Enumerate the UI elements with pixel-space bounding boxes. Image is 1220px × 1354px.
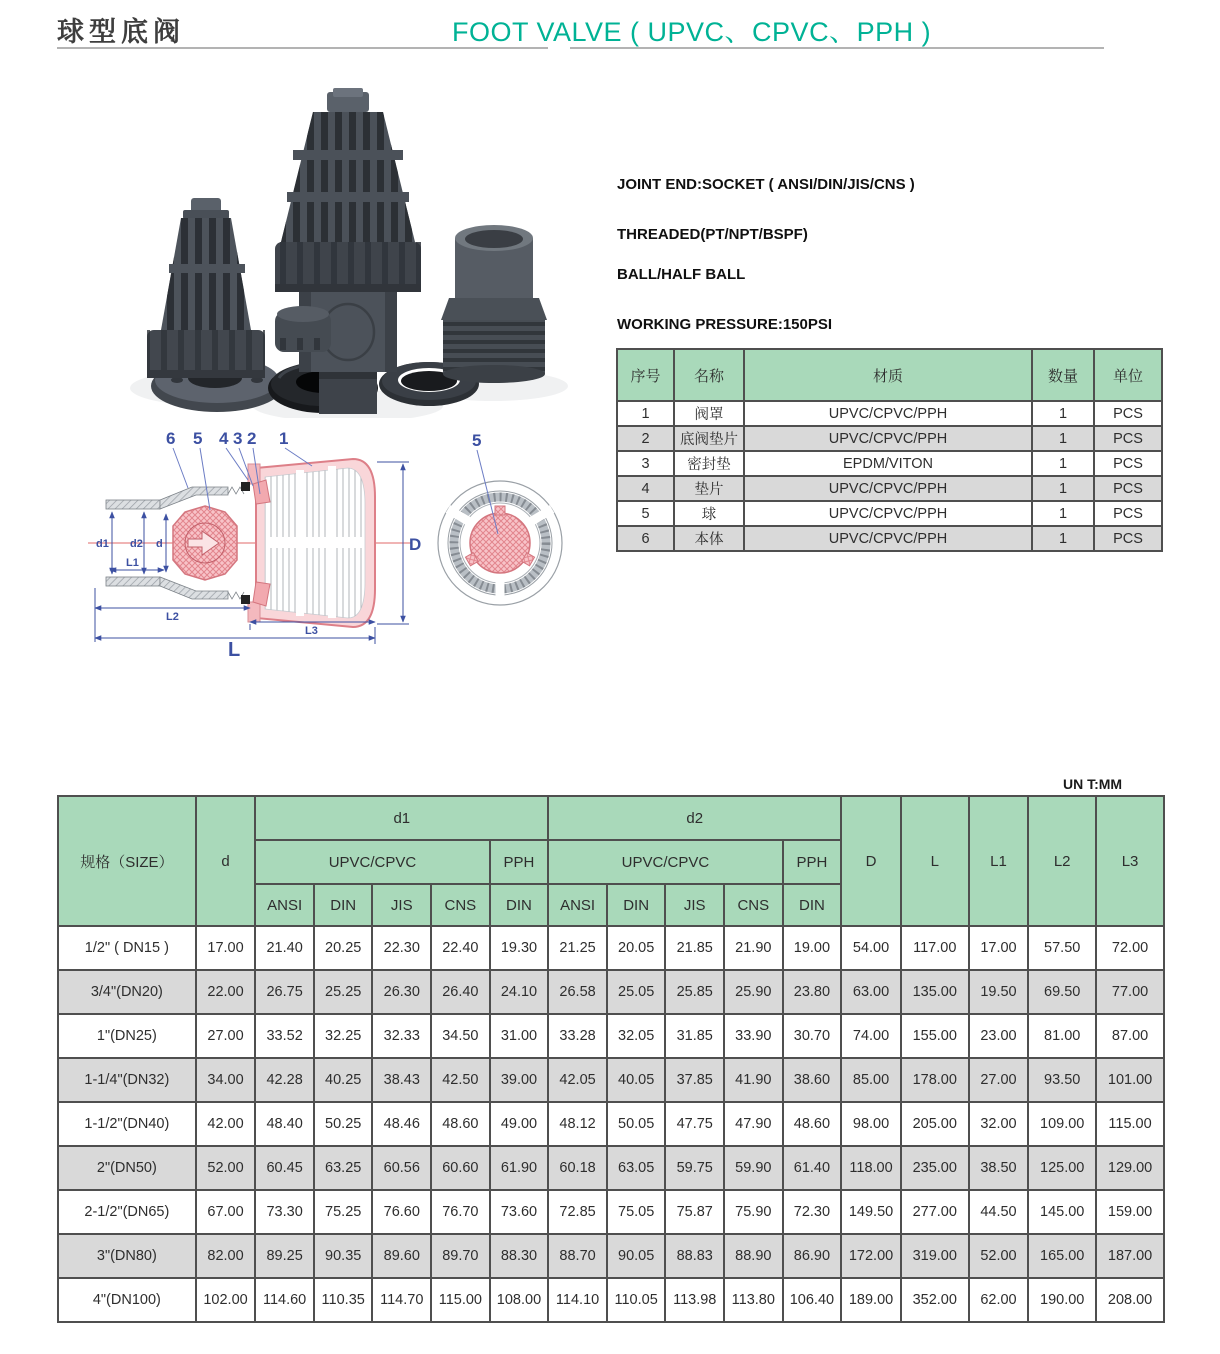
callout-2: 2 <box>247 429 257 448</box>
value-cell: 21.25 <box>548 926 607 970</box>
column-header: 数量 <box>1032 349 1094 401</box>
value-cell: 75.87 <box>665 1190 724 1234</box>
value-cell: 42.28 <box>255 1058 314 1102</box>
dim-d: d <box>156 538 163 550</box>
value-cell: 26.75 <box>255 970 314 1014</box>
value-cell: 22.40 <box>431 926 490 970</box>
table-row <box>58 970 1164 1014</box>
value-cell: 25.90 <box>724 970 783 1014</box>
table-row <box>617 501 1162 526</box>
value-cell: 32.33 <box>372 1014 431 1058</box>
value-cell: 本体 <box>674 526 744 551</box>
value-cell: 33.28 <box>548 1014 607 1058</box>
material-header-pph: PPH <box>490 840 549 884</box>
standard-header: ANSI <box>548 884 607 926</box>
dim-D: D <box>409 535 422 554</box>
value-cell: 48.40 <box>255 1102 314 1146</box>
spec-joint-end: JOINT END:SOCKET ( ANSI/DIN/JIS/CNS ) <box>617 176 915 193</box>
row-label-cell: 1"(DN25) <box>58 1014 196 1058</box>
row-label-cell: 3 <box>617 451 674 476</box>
value-cell: PCS <box>1094 426 1162 451</box>
value-cell: UPVC/CPVC/PPH <box>744 476 1032 501</box>
column-header: 名称 <box>674 349 744 401</box>
row-label-cell: 4"(DN100) <box>58 1278 196 1322</box>
value-cell: 42.00 <box>196 1102 256 1146</box>
value-cell: 149.50 <box>841 1190 901 1234</box>
value-cell: 89.70 <box>431 1234 490 1278</box>
value-cell: 118.00 <box>841 1146 901 1190</box>
value-cell: 67.00 <box>196 1190 256 1234</box>
standard-header: DIN <box>314 884 373 926</box>
value-cell: 75.25 <box>314 1190 373 1234</box>
value-cell: 59.90 <box>724 1146 783 1190</box>
value-cell: 63.25 <box>314 1146 373 1190</box>
dim-L1: L1 <box>126 557 139 569</box>
standard-header: CNS <box>724 884 783 926</box>
value-cell: 101.00 <box>1096 1058 1164 1102</box>
value-cell: EPDM/VITON <box>744 451 1032 476</box>
value-cell: 26.40 <box>431 970 490 1014</box>
value-cell: 1 <box>1032 401 1094 426</box>
value-cell: 208.00 <box>1096 1278 1164 1322</box>
callout-1: 1 <box>279 429 289 448</box>
small-strainer-cap <box>147 198 265 378</box>
value-cell: 42.50 <box>431 1058 490 1102</box>
material-header-pph: PPH <box>783 840 842 884</box>
row-label-cell: 1/2" ( DN15 ) <box>58 926 196 970</box>
ball-section <box>173 506 237 580</box>
value-cell: 85.00 <box>841 1058 901 1102</box>
value-cell: 52.00 <box>196 1146 256 1190</box>
value-cell: 145.00 <box>1028 1190 1096 1234</box>
standard-header: CNS <box>431 884 490 926</box>
value-cell: 88.90 <box>724 1234 783 1278</box>
value-cell: 39.00 <box>490 1058 549 1102</box>
value-cell: 32.00 <box>969 1102 1029 1146</box>
column-header: 材质 <box>744 349 1032 401</box>
strainer-housing-section <box>241 459 375 627</box>
standard-header: JIS <box>665 884 724 926</box>
group-header-d2: d2 <box>548 796 841 840</box>
value-cell: 159.00 <box>1096 1190 1164 1234</box>
value-cell: 113.98 <box>665 1278 724 1322</box>
dim-L3: L3 <box>305 625 318 637</box>
value-cell: 底阀垫片 <box>674 426 744 451</box>
dim-L2: L2 <box>166 611 179 623</box>
value-cell: 352.00 <box>901 1278 969 1322</box>
table-row <box>617 426 1162 451</box>
standard-header: DIN <box>490 884 549 926</box>
dim-d2: d2 <box>130 538 143 550</box>
value-cell: 115.00 <box>431 1278 490 1322</box>
value-cell: UPVC/CPVC/PPH <box>744 526 1032 551</box>
column-header-L2: L2 <box>1028 796 1096 926</box>
value-cell: 34.50 <box>431 1014 490 1058</box>
value-cell: 63.05 <box>607 1146 666 1190</box>
value-cell: 阀罩 <box>674 401 744 426</box>
parts-table-header-row <box>617 349 1162 401</box>
page-title-chinese: 球型底阀 <box>57 17 185 47</box>
value-cell: 48.60 <box>783 1102 842 1146</box>
column-header: 序号 <box>617 349 674 401</box>
value-cell: 22.00 <box>196 970 256 1014</box>
value-cell: PCS <box>1094 501 1162 526</box>
value-cell: 60.45 <box>255 1146 314 1190</box>
table-row <box>58 926 1164 970</box>
value-cell: UPVC/CPVC/PPH <box>744 501 1032 526</box>
value-cell: 26.30 <box>372 970 431 1014</box>
value-cell: 59.75 <box>665 1146 724 1190</box>
row-label-cell: 5 <box>617 501 674 526</box>
value-cell: 50.05 <box>607 1102 666 1146</box>
value-cell: 50.25 <box>314 1102 373 1146</box>
value-cell: 24.10 <box>490 970 549 1014</box>
value-cell: 74.00 <box>841 1014 901 1058</box>
table-row <box>58 1014 1164 1058</box>
row-label-cell: 3"(DN80) <box>58 1234 196 1278</box>
value-cell: 88.30 <box>490 1234 549 1278</box>
column-header-d: d <box>196 796 256 926</box>
value-cell: 1 <box>1032 426 1094 451</box>
value-cell: 25.25 <box>314 970 373 1014</box>
spec-working-pressure: WORKING PRESSURE:150PSI <box>617 316 833 333</box>
row-label-cell: 6 <box>617 526 674 551</box>
value-cell: 90.35 <box>314 1234 373 1278</box>
value-cell: 垫片 <box>674 476 744 501</box>
column-header-size: 规格（SIZE） <box>58 796 196 926</box>
value-cell: 1 <box>1032 501 1094 526</box>
value-cell: 77.00 <box>1096 970 1164 1014</box>
value-cell: 63.00 <box>841 970 901 1014</box>
table-row <box>617 451 1162 476</box>
value-cell: PCS <box>1094 476 1162 501</box>
table-row <box>58 1234 1164 1278</box>
header-divider-right <box>570 47 1104 49</box>
value-cell: 205.00 <box>901 1102 969 1146</box>
material-header-upvc-cpvc: UPVC/CPVC <box>255 840 489 884</box>
value-cell: 102.00 <box>196 1278 256 1322</box>
value-cell: 61.90 <box>490 1146 549 1190</box>
table-row <box>617 526 1162 551</box>
row-label-cell: 2-1/2"(DN65) <box>58 1190 196 1234</box>
value-cell: 75.05 <box>607 1190 666 1234</box>
value-cell: 98.00 <box>841 1102 901 1146</box>
value-cell: 41.90 <box>724 1058 783 1102</box>
product-photo <box>65 88 575 418</box>
technical-drawing <box>60 422 620 662</box>
value-cell: 172.00 <box>841 1234 901 1278</box>
row-label-cell: 4 <box>617 476 674 501</box>
value-cell: 189.00 <box>841 1278 901 1322</box>
standard-header: DIN <box>783 884 842 926</box>
value-cell: 19.50 <box>969 970 1029 1014</box>
row-label-cell: 2"(DN50) <box>58 1146 196 1190</box>
value-cell: 108.00 <box>490 1278 549 1322</box>
column-header-L3: L3 <box>1096 796 1164 926</box>
value-cell: 1 <box>1032 476 1094 501</box>
dim-header-row-1 <box>58 796 1164 840</box>
value-cell: 密封垫 <box>674 451 744 476</box>
end-view <box>438 431 562 605</box>
table-row <box>58 1058 1164 1102</box>
value-cell: 110.05 <box>607 1278 666 1322</box>
value-cell: 106.40 <box>783 1278 842 1322</box>
value-cell: 57.50 <box>1028 926 1096 970</box>
value-cell: 89.25 <box>255 1234 314 1278</box>
row-label-cell: 2 <box>617 426 674 451</box>
value-cell: 20.05 <box>607 926 666 970</box>
value-cell: 61.40 <box>783 1146 842 1190</box>
value-cell: PCS <box>1094 526 1162 551</box>
table-row <box>58 1146 1164 1190</box>
plug-cap <box>275 306 331 352</box>
value-cell: 38.43 <box>372 1058 431 1102</box>
value-cell: 52.00 <box>969 1234 1029 1278</box>
value-cell: 114.60 <box>255 1278 314 1322</box>
value-cell: 82.00 <box>196 1234 256 1278</box>
value-cell: 87.00 <box>1096 1014 1164 1058</box>
value-cell: UPVC/CPVC/PPH <box>744 426 1032 451</box>
value-cell: 73.30 <box>255 1190 314 1234</box>
page-title-english: FOOT VALVE ( UPVC、CPVC、PPH ) <box>452 17 932 47</box>
header-divider-left <box>57 47 548 49</box>
column-header: 单位 <box>1094 349 1162 401</box>
adapter-fitting <box>441 225 547 383</box>
value-cell: 27.00 <box>196 1014 256 1058</box>
value-cell: 90.05 <box>607 1234 666 1278</box>
value-cell: 40.05 <box>607 1058 666 1102</box>
value-cell: 72.30 <box>783 1190 842 1234</box>
value-cell: 33.90 <box>724 1014 783 1058</box>
parts-table <box>616 348 1163 552</box>
row-label-cell: 1 <box>617 401 674 426</box>
value-cell: 32.05 <box>607 1014 666 1058</box>
value-cell: 19.00 <box>783 926 842 970</box>
value-cell: 277.00 <box>901 1190 969 1234</box>
value-cell: 60.18 <box>548 1146 607 1190</box>
standard-header: JIS <box>372 884 431 926</box>
value-cell: 17.00 <box>969 926 1029 970</box>
value-cell: 48.60 <box>431 1102 490 1146</box>
value-cell: 115.00 <box>1096 1102 1164 1146</box>
value-cell: 165.00 <box>1028 1234 1096 1278</box>
row-label-cell: 1-1/2"(DN40) <box>58 1102 196 1146</box>
value-cell: 86.90 <box>783 1234 842 1278</box>
value-cell: 17.00 <box>196 926 256 970</box>
value-cell: 76.70 <box>431 1190 490 1234</box>
value-cell: 23.00 <box>969 1014 1029 1058</box>
value-cell: 235.00 <box>901 1146 969 1190</box>
callout-5: 5 <box>193 429 203 448</box>
value-cell: 42.05 <box>548 1058 607 1102</box>
column-header-L1: L1 <box>969 796 1029 926</box>
value-cell: 34.00 <box>196 1058 256 1102</box>
value-cell: 37.85 <box>665 1058 724 1102</box>
dim-d1: d1 <box>96 538 109 550</box>
value-cell: 44.50 <box>969 1190 1029 1234</box>
row-label-cell: 3/4"(DN20) <box>58 970 196 1014</box>
value-cell: 114.10 <box>548 1278 607 1322</box>
value-cell: 30.70 <box>783 1014 842 1058</box>
value-cell: 93.50 <box>1028 1058 1096 1102</box>
value-cell: 187.00 <box>1096 1234 1164 1278</box>
value-cell: 190.00 <box>1028 1278 1096 1322</box>
value-cell: 21.90 <box>724 926 783 970</box>
value-cell: 117.00 <box>901 926 969 970</box>
value-cell: 32.25 <box>314 1014 373 1058</box>
value-cell: 72.85 <box>548 1190 607 1234</box>
value-cell: 25.05 <box>607 970 666 1014</box>
value-cell: 178.00 <box>901 1058 969 1102</box>
value-cell: 75.90 <box>724 1190 783 1234</box>
value-cell: 81.00 <box>1028 1014 1096 1058</box>
value-cell: 88.83 <box>665 1234 724 1278</box>
value-cell: PCS <box>1094 451 1162 476</box>
value-cell: 54.00 <box>841 926 901 970</box>
unit-note: UN T:MM <box>1063 776 1123 792</box>
value-cell: 62.00 <box>969 1278 1029 1322</box>
value-cell: 1 <box>1032 526 1094 551</box>
value-cell: 31.85 <box>665 1014 724 1058</box>
value-cell: UPVC/CPVC/PPH <box>744 401 1032 426</box>
value-cell: 60.56 <box>372 1146 431 1190</box>
column-header-D: D <box>841 796 901 926</box>
value-cell: 319.00 <box>901 1234 969 1278</box>
column-header-L: L <box>901 796 969 926</box>
value-cell: 27.00 <box>969 1058 1029 1102</box>
value-cell: 38.60 <box>783 1058 842 1102</box>
value-cell: 48.12 <box>548 1102 607 1146</box>
value-cell: 40.25 <box>314 1058 373 1102</box>
value-cell: 114.70 <box>372 1278 431 1322</box>
value-cell: 69.50 <box>1028 970 1096 1014</box>
callout-3: 3 <box>233 429 243 448</box>
value-cell: 109.00 <box>1028 1102 1096 1146</box>
table-row <box>617 476 1162 501</box>
value-cell: 球 <box>674 501 744 526</box>
value-cell: 26.58 <box>548 970 607 1014</box>
value-cell: 89.60 <box>372 1234 431 1278</box>
value-cell: 23.80 <box>783 970 842 1014</box>
value-cell: 72.00 <box>1096 926 1164 970</box>
value-cell: PCS <box>1094 401 1162 426</box>
table-row <box>58 1102 1164 1146</box>
end-view-callout-5: 5 <box>472 431 482 450</box>
table-row <box>58 1190 1164 1234</box>
value-cell: 155.00 <box>901 1014 969 1058</box>
value-cell: 21.85 <box>665 926 724 970</box>
material-header-upvc-cpvc: UPVC/CPVC <box>548 840 782 884</box>
value-cell: 135.00 <box>901 970 969 1014</box>
table-row <box>617 401 1162 426</box>
value-cell: 49.00 <box>490 1102 549 1146</box>
group-header-d1: d1 <box>255 796 548 840</box>
value-cell: 25.85 <box>665 970 724 1014</box>
row-label-cell: 1-1/4"(DN32) <box>58 1058 196 1102</box>
value-cell: 48.46 <box>372 1102 431 1146</box>
value-cell: 110.35 <box>314 1278 373 1322</box>
dim-L: L <box>228 639 241 661</box>
value-cell: 22.30 <box>372 926 431 970</box>
value-cell: 125.00 <box>1028 1146 1096 1190</box>
value-cell: 73.60 <box>490 1190 549 1234</box>
value-cell: 76.60 <box>372 1190 431 1234</box>
table-row <box>58 1278 1164 1322</box>
standard-header: DIN <box>607 884 666 926</box>
value-cell: 129.00 <box>1096 1146 1164 1190</box>
value-cell: 19.30 <box>490 926 549 970</box>
value-cell: 31.00 <box>490 1014 549 1058</box>
dimension-table <box>57 795 1165 1323</box>
value-cell: 88.70 <box>548 1234 607 1278</box>
value-cell: 47.75 <box>665 1102 724 1146</box>
callout-4: 4 <box>219 429 229 448</box>
value-cell: 33.52 <box>255 1014 314 1058</box>
value-cell: 47.90 <box>724 1102 783 1146</box>
value-cell: 20.25 <box>314 926 373 970</box>
callout-6: 6 <box>166 429 176 448</box>
value-cell: 38.50 <box>969 1146 1029 1190</box>
spec-threaded: THREADED(PT/NPT/BSPF) <box>617 226 808 243</box>
value-cell: 1 <box>1032 451 1094 476</box>
spec-ball: BALL/HALF BALL <box>617 266 746 283</box>
value-cell: 113.80 <box>724 1278 783 1322</box>
standard-header: ANSI <box>255 884 314 926</box>
value-cell: 60.60 <box>431 1146 490 1190</box>
value-cell: 21.40 <box>255 926 314 970</box>
